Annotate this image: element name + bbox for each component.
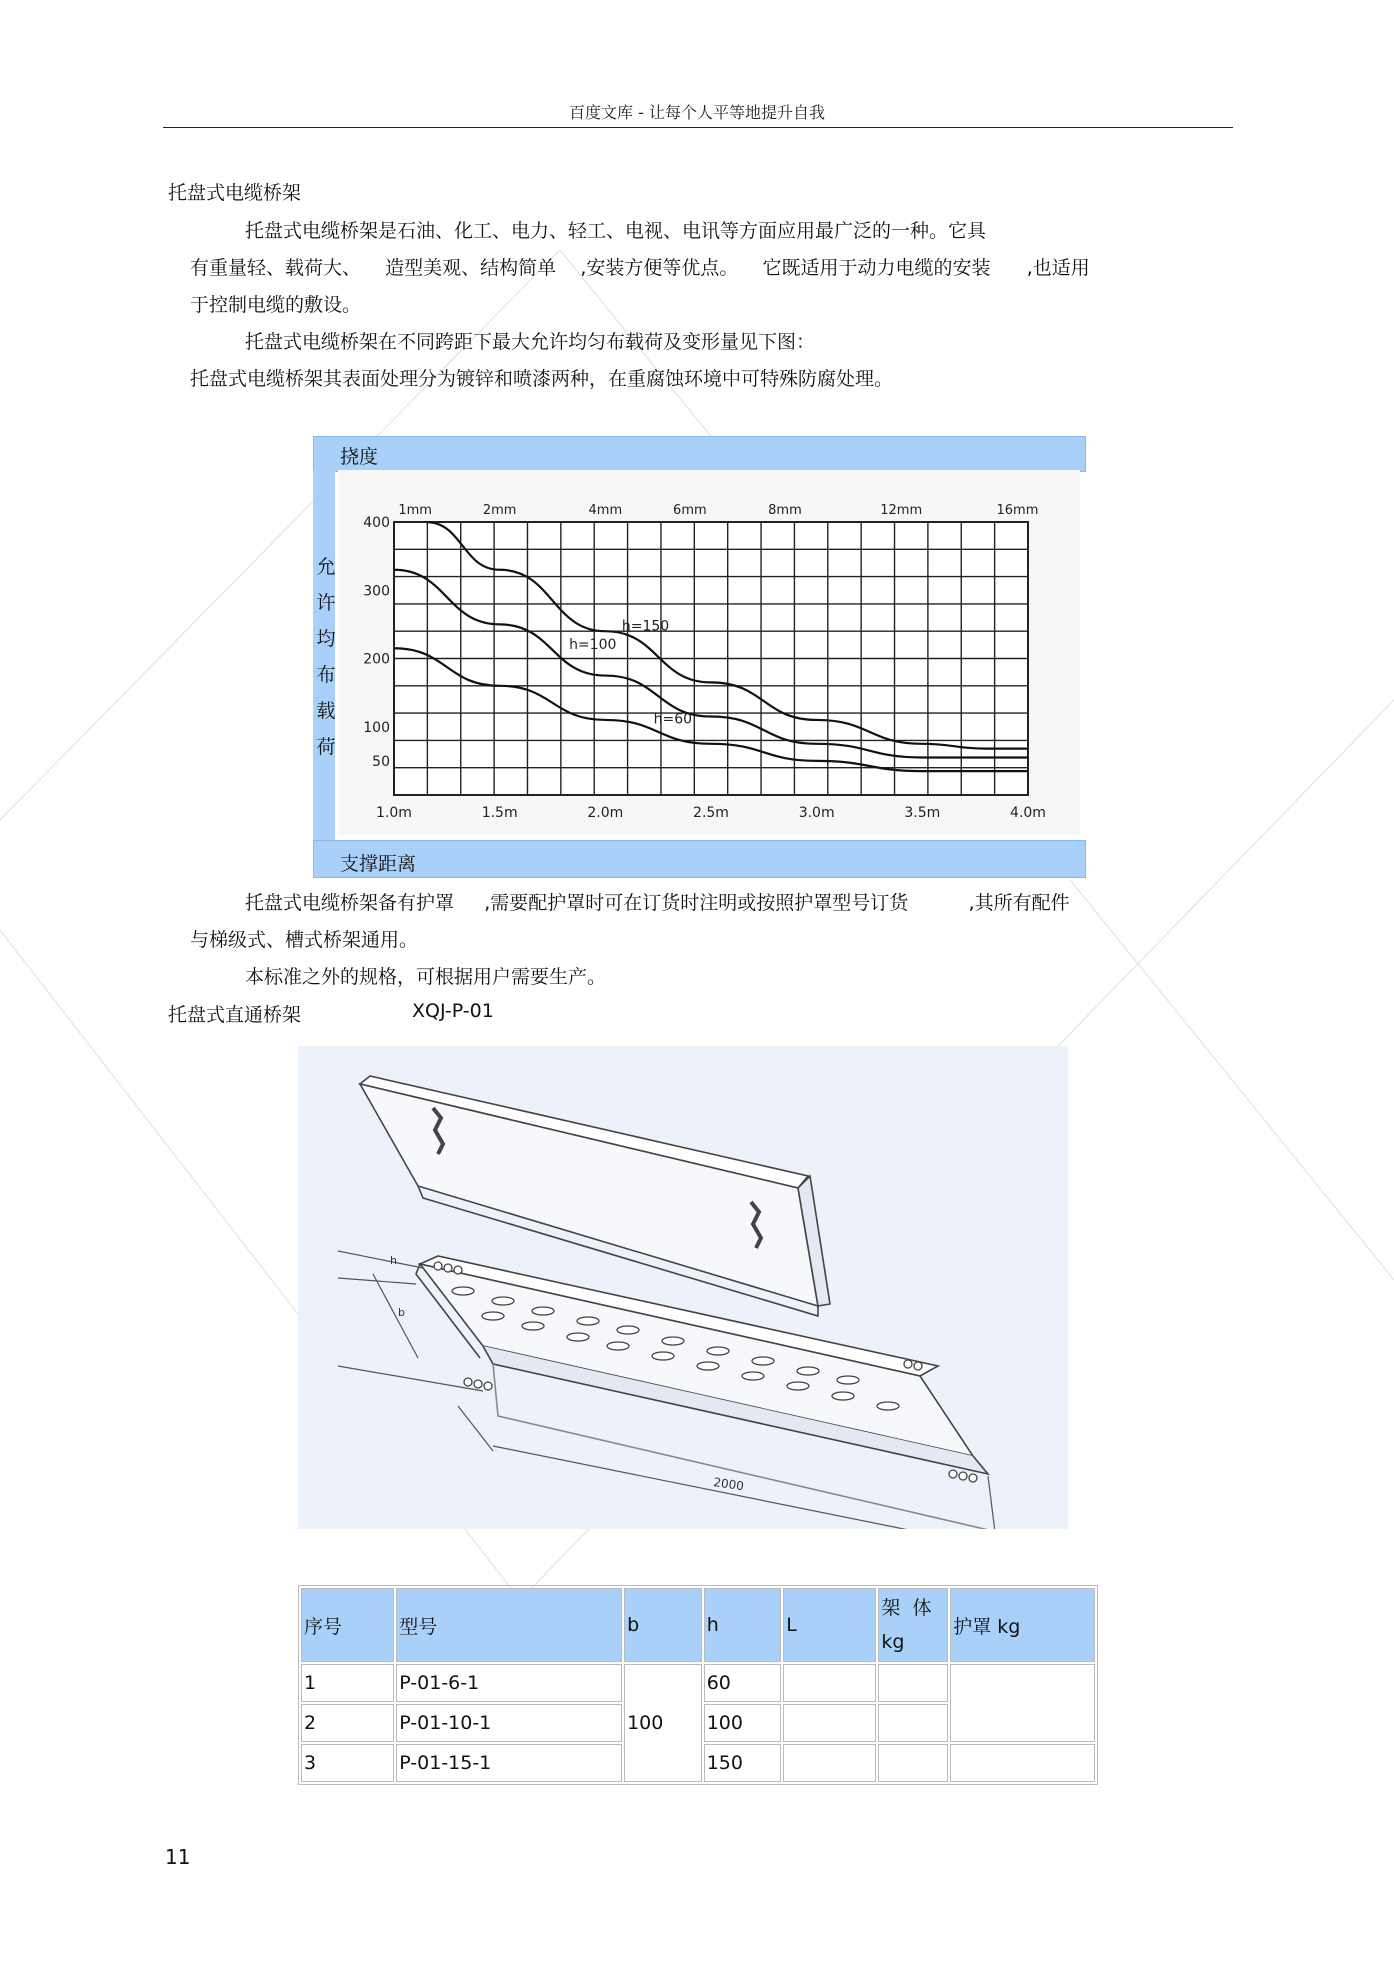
cell-h: 150 [704,1744,782,1782]
cell-h: 100 [704,1704,782,1742]
cell-weight [878,1664,948,1702]
cell-seq: 3 [301,1744,394,1782]
x-tick-label: 3.5m [904,805,941,821]
header-weight-line2: kg [881,1631,905,1653]
header-rule [163,127,1233,128]
series-label: h=60 [653,711,693,728]
cell-seq: 1 [301,1664,394,1702]
header-b: b [624,1588,702,1662]
cell-model: P-01-10-1 [396,1704,622,1742]
header-L: L [783,1588,876,1662]
tray-drawing [298,1046,1068,1529]
deflection-label: 6mm [673,503,707,518]
cell-cover [950,1744,1095,1782]
x-tick-label: 1.0m [376,805,412,821]
chart-left-bar [313,470,335,840]
deflection-label: 8mm [768,503,802,518]
cell-model: P-01-6-1 [396,1664,622,1702]
cell-model: P-01-15-1 [396,1744,622,1782]
deflection-label: 16mm [996,503,1039,518]
y-tick-label: 200 [363,651,390,668]
dimension-label: 2000 [712,1475,745,1494]
cell-seq: 2 [301,1704,394,1742]
spec-table [298,1585,1098,1785]
tray-diagram [298,1046,1068,1529]
y-tick-label: 300 [363,583,390,600]
deflection-label: 2mm [482,503,517,518]
header-model: 型号 [396,1588,622,1662]
cell-h: 60 [704,1664,782,1702]
chart-bottom-bar [313,840,1086,878]
cell-L [783,1704,876,1742]
cell-cover [950,1664,1095,1742]
b-label: b [398,1306,405,1319]
paragraph-line: 托盘式电缆桥架是石油、化工、电力、轻工、电视、电讯等方面应用最广泛的一种。它具 [245,220,987,242]
x-tick-label: 3.0m [798,805,835,821]
ylabel-char: 载 [316,700,336,722]
paragraph-line: 有重量轻、载荷大、 造型美观、结构简单 ,安装方便等优点。 它既适用于动力电缆的安装 ,也适用 [190,257,1090,279]
paragraph-line: 托盘式电缆桥架备有护罩 ,需要配护罩时可在订货时注明或按照护罩型号订货 ,其所有配件 [245,892,1070,914]
ylabel-char: 荷 [316,736,336,758]
cell-b: 100 [624,1664,702,1782]
paragraph-line: 托盘式电缆桥架其表面处理分为镀锌和喷漆两种，在重腐蚀环境中可特殊防腐处理。 [190,368,894,390]
ylabel-char: 均 [316,628,336,650]
chart-grid [394,522,1028,795]
chart-top-bar [313,436,1086,472]
header-weight-line1: 架 体 [881,1597,932,1619]
x-tick-label: 1.5m [481,805,518,821]
cell-L [783,1744,876,1782]
paragraph-line: 本标准之外的规格，可根据用户需要生产。 [245,966,607,988]
cell-weight [878,1744,948,1782]
cell-weight [878,1704,948,1742]
paragraph-line: 与梯级式、槽式桥架通用。 [190,929,419,951]
deflection-label: 1mm [398,503,432,518]
paragraph-line: 托盘式电缆桥架在不同跨距下最大允许均匀布载荷及变形量见下图： [245,331,816,353]
load-deflection-chart [338,470,1080,835]
header-h: h [704,1588,782,1662]
paragraph-line: 于控制电缆的敷设。 [190,294,362,316]
series-label: h=150 [621,618,670,635]
item-code: XQJ-P-01 [412,1000,494,1022]
item-title: 托盘式直通桥架 [168,1004,302,1026]
ylabel-char: 布 [316,664,336,686]
page-header: 百度文库 - 让每个人平等地提升自我 [569,103,825,122]
x-tick-label: 4.0m [1010,805,1046,821]
header-cover: 护罩 kg [950,1588,1095,1662]
x-tick-label: 2.0m [587,805,624,821]
page-number: 11 [165,1845,191,1869]
deflection-label: 4mm [588,503,623,518]
header-weight [878,1588,948,1662]
section-title: 托盘式电缆桥架 [168,182,302,204]
h-label: h [390,1254,397,1267]
series-label: h=100 [569,637,617,654]
chart-title: 挠度 [340,446,379,468]
y-tick-label: 50 [372,753,390,770]
y-tick-label: 400 [363,515,390,531]
chart-plot-area [338,470,1080,835]
x-tick-label: 2.5m [693,805,729,821]
table-row [301,1664,1095,1702]
header-seq: 序号 [301,1588,394,1662]
y-tick-label: 100 [363,719,390,736]
deflection-label: 12mm [880,503,923,518]
ylabel-char: 允 [316,556,336,578]
cell-L [783,1664,876,1702]
ylabel-char: 许 [316,592,336,614]
chart-xlabel: 支撑距离 [340,853,417,875]
table-header-row [301,1588,1095,1662]
